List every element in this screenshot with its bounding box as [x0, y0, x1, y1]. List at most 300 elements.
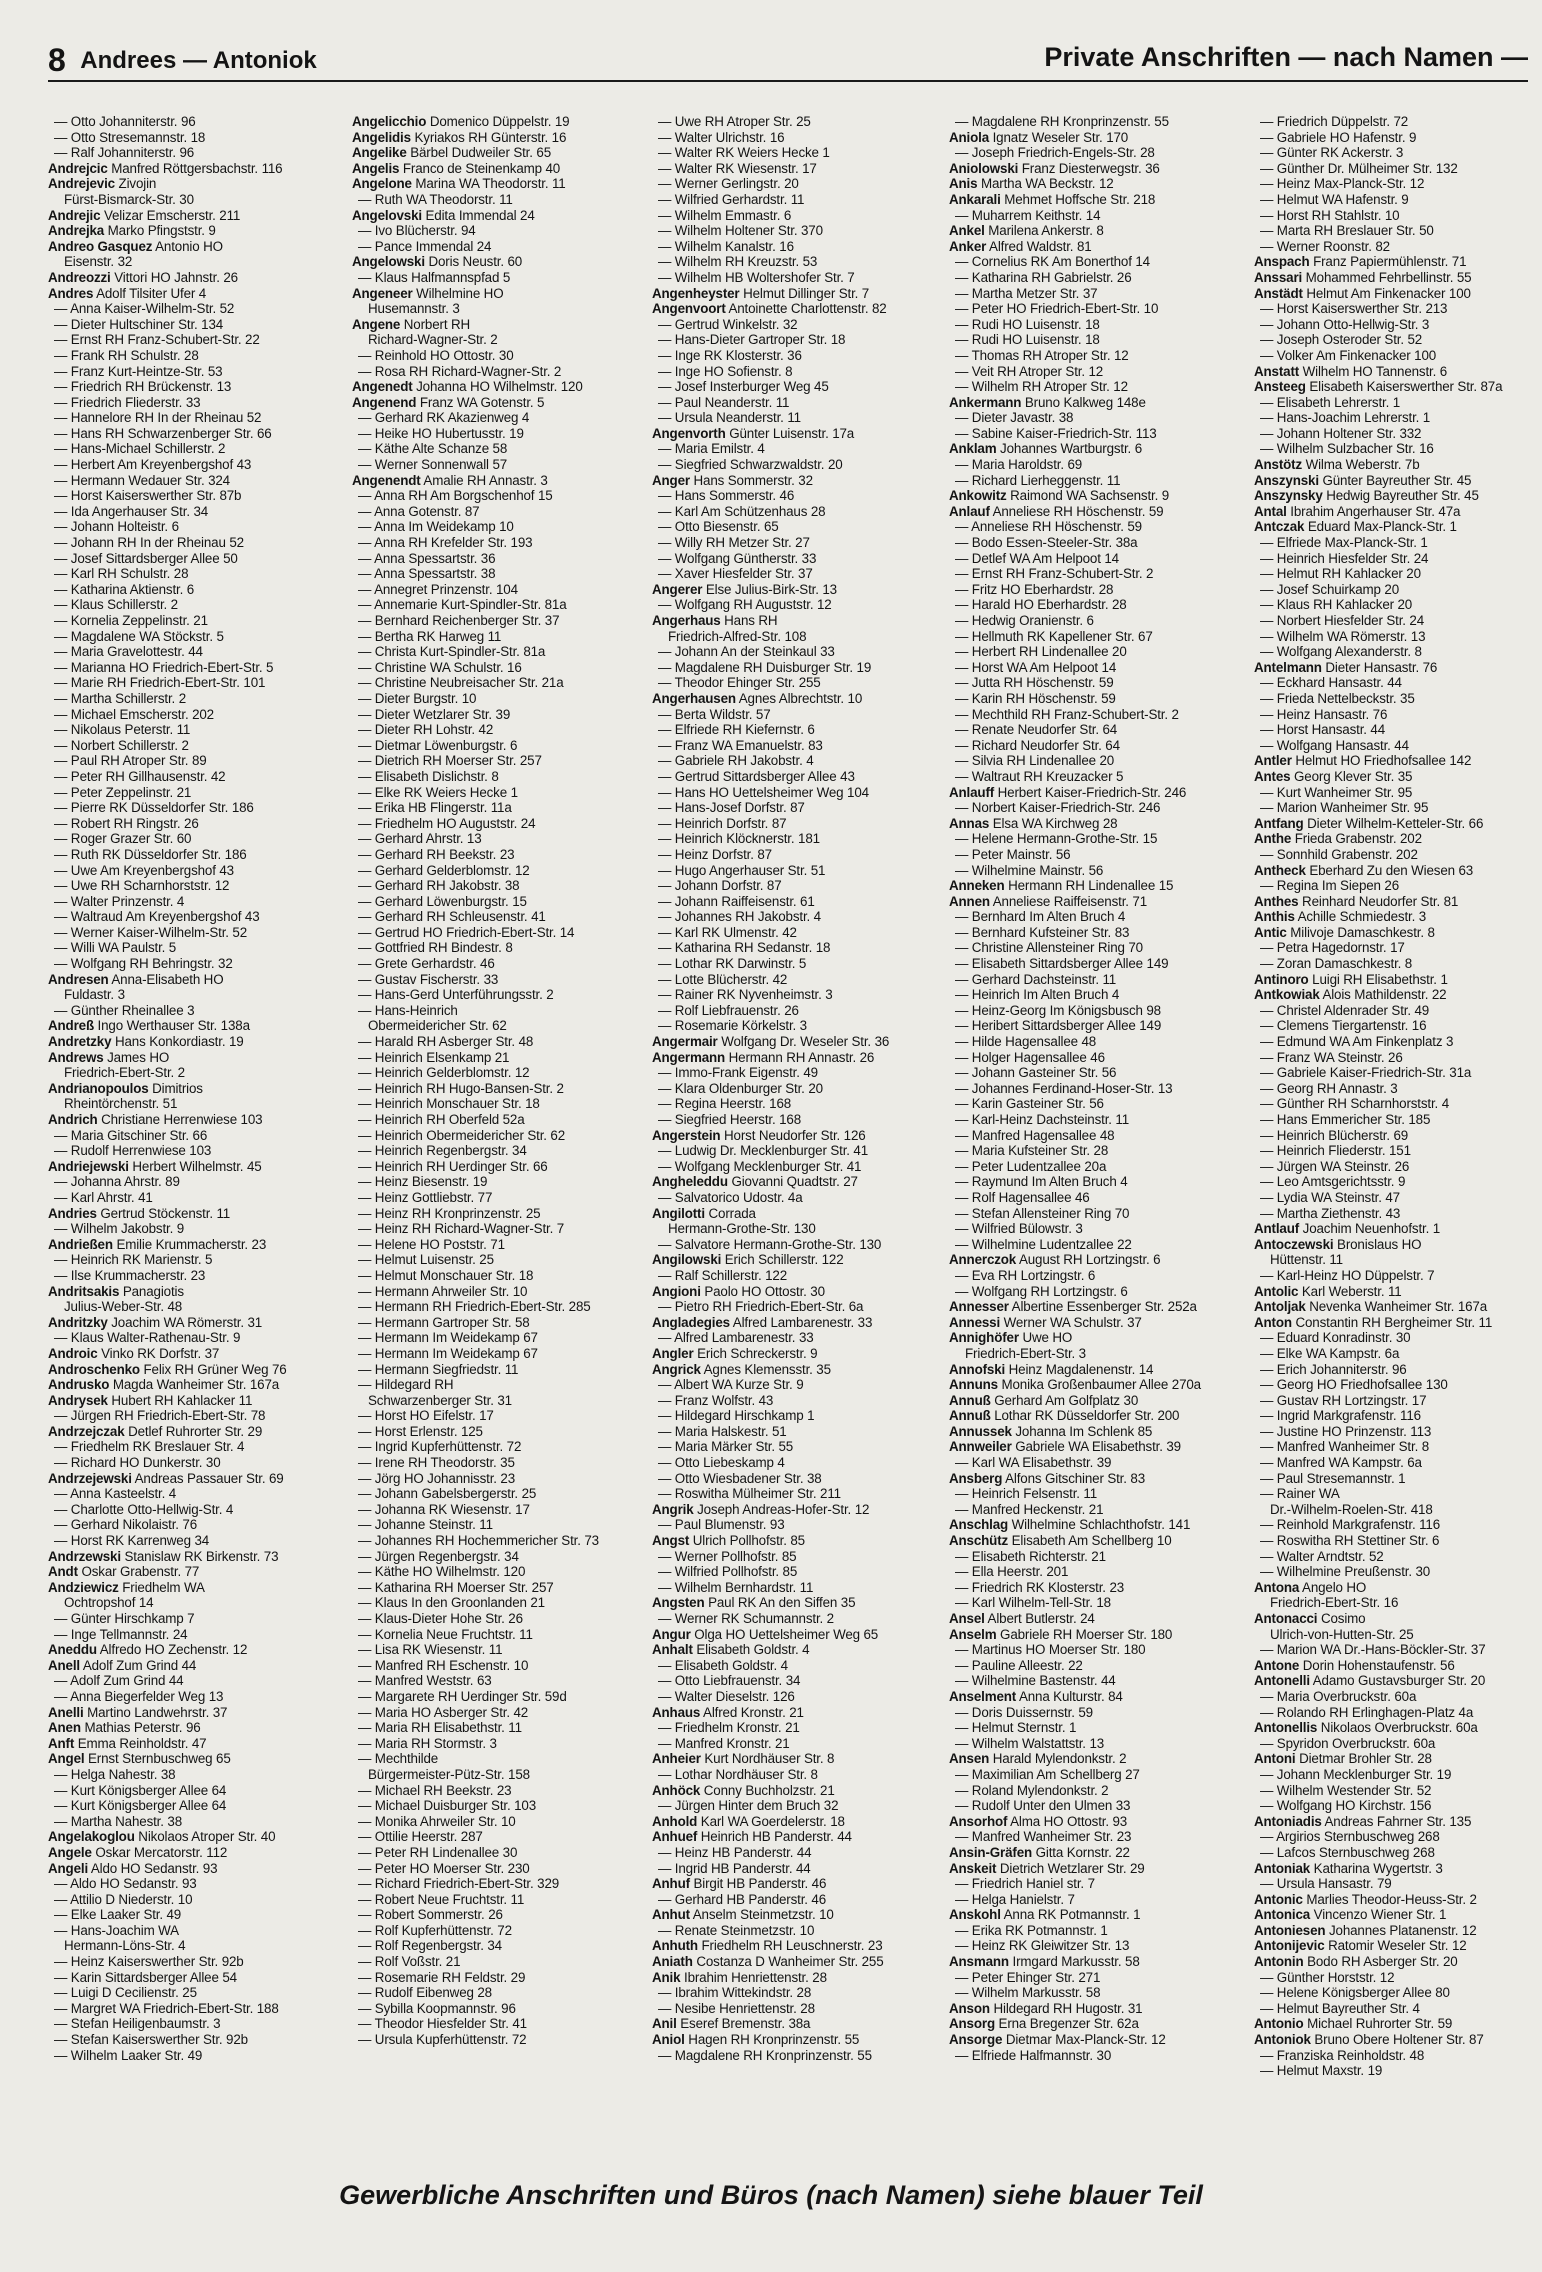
- directory-entry: Annighöfer Uwe HO: [949, 1330, 1073, 1346]
- directory-entry: — Kornelia Neue Fruchtstr. 11: [358, 1626, 533, 1642]
- directory-entry: Anszynsky Hedwig Bayreuther Str. 45: [1254, 488, 1479, 504]
- surname: Annuß: [949, 1392, 991, 1408]
- directory-entry: — Heinrich RH Uerdinger Str. 66: [358, 1158, 548, 1174]
- directory-entry: — Wilhelmine Ludentzallee 22: [955, 1236, 1132, 1252]
- directory-entry: — Otto Liebfrauenstr. 34: [658, 1673, 801, 1689]
- directory-entry: Angrik Joseph Andreas-Hofer-Str. 12: [652, 1501, 870, 1517]
- directory-entry: — Attilio D Niederstr. 10: [54, 1891, 193, 1907]
- directory-entry: — Lotte Blücherstr. 42: [658, 971, 788, 987]
- directory-entry: — Hermann Wedauer Str. 324: [54, 472, 230, 488]
- surname: Ansmann: [949, 1954, 1009, 1970]
- directory-entry: — Gerhard RK Akazienweg 4: [358, 410, 530, 426]
- directory-entry: Obermeidericher Str. 62: [368, 1018, 507, 1034]
- directory-entry: Hermann-Grothe-Str. 130: [668, 1221, 816, 1237]
- directory-entry: — Pauline Alleestr. 22: [955, 1657, 1083, 1673]
- directory-entry: Angene Norbert RH: [352, 316, 471, 332]
- directory-entry: — Eva RH Lortzingstr. 6: [955, 1267, 1096, 1283]
- surname: Angheleddu: [652, 1174, 728, 1190]
- directory-entry: — Werner Sonnenwall 57: [358, 457, 508, 473]
- surname: Angladegies: [652, 1314, 730, 1330]
- directory-entry: — Ida Angerhauser Str. 34: [54, 503, 209, 519]
- directory-entry: — Inge RK Klosterstr. 36: [658, 347, 802, 363]
- directory-entry: — Martha Schillerstr. 2: [54, 690, 186, 706]
- directory-entry: — Gerhard Gelderblomstr. 12: [358, 862, 530, 878]
- directory-entry: — Richard Neudorfer Str. 64: [955, 737, 1120, 753]
- directory-entry: — Wolfgang Mecklenburger Str. 41: [658, 1158, 862, 1174]
- directory-entry: Ansin-Gräfen Gitta Kornstr. 22: [949, 1844, 1130, 1860]
- surname: Ansen: [949, 1751, 990, 1767]
- directory-entry: — Jürgen RH Friedrich-Ebert-Str. 78: [54, 1408, 266, 1424]
- directory-entry: Antlauf Joachim Neuenhofstr. 1: [1254, 1221, 1441, 1237]
- directory-entry: Anhold Karl WA Goerdelerstr. 18: [652, 1813, 845, 1829]
- surname: Anschlag: [949, 1517, 1009, 1533]
- directory-entry: Ankowitz Raimond WA Sachsenstr. 9: [949, 488, 1170, 504]
- directory-entry: Angeli Aldo HO Sedanstr. 93: [48, 1860, 218, 1876]
- directory-entry: — Ralf Schillerstr. 122: [658, 1267, 788, 1283]
- directory-entry: Annas Elsa WA Kirchweg 28: [949, 815, 1118, 831]
- surname: Anheier: [652, 1751, 701, 1767]
- directory-entry: Friedrich-Alfred-Str. 108: [668, 628, 807, 644]
- surname: Angelone: [352, 176, 412, 192]
- directory-entry: — Manfred Wanheimer Str. 8: [1260, 1439, 1430, 1455]
- directory-entry: — Gustav RH Lortzingstr. 17: [1260, 1392, 1427, 1408]
- surname: Anszynski: [1254, 472, 1319, 488]
- directory-entry: — Robert RH Ringstr. 26: [54, 815, 199, 831]
- directory-entry: — Hans-Michael Schillerstr. 2: [54, 441, 226, 457]
- directory-entry: — Annemarie Kurt-Spindler-Str. 81a: [358, 597, 567, 613]
- directory-entry: — Theodor Ehinger Str. 255: [658, 675, 821, 691]
- directory-entry: — Klaus Halfmannspfad 5: [358, 269, 511, 285]
- directory-entry: — Herbert RH Lindenallee 20: [955, 644, 1127, 660]
- directory-entry: — Paul RH Atroper Str. 89: [54, 753, 207, 769]
- directory-entry: — Wilhelm Bernhardstr. 11: [658, 1579, 814, 1595]
- directory-entry: — Maria HO Asberger Str. 42: [358, 1704, 529, 1720]
- directory-entry: Anis Martha WA Beckstr. 12: [949, 176, 1114, 192]
- directory-entry: — Wilhelm WA Römerstr. 13: [1260, 628, 1426, 644]
- directory-entry: — Ursula Neanderstr. 11: [658, 410, 801, 426]
- directory-entry: — Waltraud Am Kreyenbergshof 43: [54, 909, 260, 925]
- directory-entry: — Immo-Frank Eigenstr. 49: [658, 1065, 818, 1081]
- directory-entry: — Ingrid Markgrafenstr. 116: [1260, 1408, 1421, 1424]
- directory-entry: — Günter Hirschkamp 7: [54, 1611, 195, 1626]
- directory-entry: Antonica Vincenzo Wiener Str. 1: [1254, 1907, 1447, 1923]
- directory-entry: Anthe Frieda Grabenstr. 202: [1254, 831, 1422, 847]
- directory-entry: — Rolando RH Erlinghagen-Platz 4a: [1260, 1704, 1474, 1720]
- directory-entry: Rheintörchenstr. 51: [64, 1096, 178, 1112]
- directory-entry: — Uwe RH Scharnhorststr. 12: [54, 878, 230, 894]
- directory-entry: — Magdalene RH Kronprinzenstr. 55: [955, 114, 1169, 129]
- surname: Anhuf: [652, 1876, 690, 1892]
- directory-entry: — Richard Lierheggenstr. 11: [955, 472, 1121, 488]
- directory-entry: — Heinz Hansastr. 76: [1260, 706, 1388, 722]
- directory-entry: Anstatt Wilhelm HO Tannenstr. 6: [1254, 363, 1448, 379]
- surname: Antoczewski: [1254, 1236, 1334, 1252]
- directory-entry: — Kurt Königsberger Allee 64: [54, 1782, 227, 1798]
- directory-entry: — Kornelia Zeppelinstr. 21: [54, 613, 208, 628]
- directory-entry: Annuß Gerhard Am Golfplatz 30: [949, 1392, 1139, 1408]
- directory-entry: — Walter Arndtstr. 52: [1260, 1548, 1384, 1564]
- directory-entry: Andrzejewski Andreas Passauer Str. 69: [48, 1470, 284, 1486]
- surname: Antczak: [1254, 519, 1305, 535]
- directory-entry: — Wolfgang Alexanderstr. 8: [1260, 644, 1422, 660]
- directory-entry: — Heinrich Gelderblomstr. 12: [358, 1065, 530, 1081]
- directory-entry: — Gerhard Ahrstr. 13: [358, 831, 482, 847]
- directory-entry: — Franziska Reinholdstr. 48: [1260, 2047, 1425, 2063]
- surname: Anskohl: [949, 1907, 1001, 1923]
- directory-entry: — Georg HO Friedhofsallee 130: [1260, 1377, 1448, 1393]
- directory-entry: — Detlef WA Am Helpoot 14: [955, 550, 1119, 566]
- directory-entry: — Johann Gasteiner Str. 56: [955, 1065, 1117, 1081]
- directory-entry: Fürst-Bismarck-Str. 30: [64, 191, 194, 207]
- surname: Andresen: [48, 971, 109, 987]
- surname: Anhuth: [652, 1938, 698, 1954]
- directory-entry: Androic Vinko RK Dorfstr. 37: [48, 1345, 220, 1361]
- directory-entry: Husemannstr. 3: [368, 301, 460, 317]
- directory-entry: — Walter Dieselstr. 126: [658, 1688, 795, 1704]
- surname: Ansel: [949, 1611, 985, 1626]
- directory-entry: — Zoran Damaschkestr. 8: [1260, 956, 1413, 972]
- directory-entry: Ansmann Irmgard Markusstr. 58: [949, 1954, 1140, 1970]
- directory-entry: — Helene HO Poststr. 71: [358, 1236, 505, 1252]
- directory-entry: — Werner Roonstr. 82: [1260, 238, 1390, 254]
- directory-entry: — Heinrich Hiesfelder Str. 24: [1260, 550, 1429, 566]
- directory-entry: — Heinrich Obermeidericher Str. 62: [358, 1127, 565, 1143]
- directory-entry: — Magdalene RH Duisburger Str. 19: [658, 659, 872, 675]
- surname: Antoniesen: [1254, 1922, 1326, 1938]
- directory-entry: — Katharina RH Gabrielstr. 26: [955, 269, 1132, 285]
- surname: Annighöfer: [949, 1330, 1019, 1346]
- directory-entry: Angst Ulrich Pollhofstr. 85: [652, 1533, 805, 1549]
- surname: Antoniak: [1254, 1860, 1311, 1876]
- directory-entry: — Annegret Prinzenstr. 104: [358, 581, 518, 597]
- directory-entry: Ansteeg Elisabeth Kaiserswerther Str. 87a: [1254, 379, 1503, 395]
- directory-entry: — Rosa RH Richard-Wagner-Str. 2: [358, 363, 562, 379]
- directory-entry: — Argirios Sternbuschweg 268: [1260, 1829, 1440, 1845]
- surname: Antal: [1254, 503, 1287, 519]
- directory-entry: Antona Angelo HO: [1254, 1579, 1367, 1595]
- directory-entry: — Stefan Kaiserswerther Str. 92b: [54, 2032, 248, 2048]
- directory-entry: — Horst Kaiserswerther Str. 213: [1260, 301, 1448, 317]
- directory-entry: — Horst RH Stahlstr. 10: [1260, 207, 1400, 223]
- directory-entry: — Walter Ulrichstr. 16: [658, 129, 785, 145]
- directory-entry: — Luigi D Cecilienstr. 25: [54, 1985, 197, 2001]
- directory-entry: Angerhaus Hans RH: [652, 613, 778, 628]
- directory-entry: Annessi Werner WA Schulstr. 37: [949, 1314, 1142, 1330]
- directory-entry: — Otto Johanniterstr. 96: [54, 114, 196, 129]
- surname: Angelowski: [352, 254, 425, 270]
- directory-entry: — Aldo HO Sedanstr. 93: [54, 1876, 197, 1892]
- surname: Anelli: [48, 1704, 84, 1720]
- directory-entry: Angermann Hermann RH Annastr. 26: [652, 1049, 875, 1065]
- directory-entry: — Otto Liebeskamp 4: [658, 1455, 785, 1471]
- directory-entry: Andretzky Hans Konkordiastr. 19: [48, 1034, 244, 1050]
- surname: Anhöck: [652, 1782, 701, 1798]
- directory-entry: — Heinrich RH Oberfeld 52a: [358, 1112, 525, 1127]
- surname: Ansorge: [949, 2032, 1003, 2048]
- directory-entry: — Anna RH Am Borgschenhof 15: [358, 488, 553, 504]
- directory-entry: Anlauf Anneliese RH Höschenstr. 59: [949, 503, 1164, 519]
- directory-entry: Angheleddu Giovanni Quadtstr. 27: [652, 1174, 858, 1190]
- surname: Antes: [1254, 768, 1291, 784]
- directory-entry: Anszynski Günter Bayreuther Str. 45: [1254, 472, 1472, 488]
- directory-entry: — Doris Duissernstr. 59: [955, 1704, 1093, 1720]
- surname: Angerstein: [652, 1127, 721, 1143]
- surname: Anspach: [1254, 254, 1310, 270]
- directory-entry: Anheier Kurt Nordhäuser Str. 8: [652, 1751, 835, 1767]
- surname: Antkowiak: [1254, 987, 1320, 1003]
- directory-entry: — Walter Prinzenstr. 4: [54, 893, 185, 909]
- surname: Angelidis: [352, 129, 411, 145]
- directory-entry: — Heinz RH Kronprinzenstr. 25: [358, 1205, 541, 1221]
- directory-entry: — Horst WA Am Helpoot 14: [955, 659, 1117, 675]
- surname: Antoni: [1254, 1751, 1296, 1767]
- directory-entry: — Johanna RK Wiesenstr. 17: [358, 1501, 530, 1517]
- directory-entry: Anskohl Anna RK Potmannstr. 1: [949, 1907, 1141, 1923]
- surname: Angilowski: [652, 1252, 722, 1268]
- directory-entry: — Roswitha RH Stettiner Str. 6: [1260, 1533, 1440, 1549]
- directory-entry: Anstötz Wilma Weberstr. 7b: [1254, 457, 1420, 473]
- directory-entry: — Elke WA Kampstr. 6a: [1260, 1345, 1400, 1361]
- directory-entry: — Christine Neubreisacher Str. 21a: [358, 675, 564, 691]
- directory-entry: — Friedrich Fliederstr. 33: [54, 394, 201, 410]
- directory-entry: — Renate Steinmetzstr. 10: [658, 1922, 815, 1938]
- surname: Anthe: [1254, 831, 1292, 847]
- surname: Angerhaus: [652, 613, 721, 628]
- directory-entry: Antoniok Bruno Obere Holtener Str. 87: [1254, 2032, 1484, 2048]
- directory-entry: — Marie RH Friedrich-Ebert-Str. 101: [54, 675, 266, 691]
- directory-entry: — Charlotte Otto-Hellwig-Str. 4: [54, 1501, 234, 1517]
- directory-entry: — Katharina Aktienstr. 6: [54, 581, 195, 597]
- directory-entry: Andritzky Joachim WA Römerstr. 31: [48, 1314, 263, 1330]
- directory-entry: — Rolf Regenbergstr. 34: [358, 1938, 502, 1954]
- directory-entry: — Maria Kufsteiner Str. 28: [955, 1143, 1109, 1159]
- directory-entry: — Anna Kaiser-Wilhelm-Str. 52: [54, 301, 235, 317]
- directory-entry: — Holger Hagensallee 46: [955, 1049, 1105, 1065]
- directory-entry: Angenendt Amalie RH Annastr. 3: [352, 472, 548, 488]
- surname: Angrik: [652, 1501, 694, 1517]
- directory-entry: Antonin Bodo RH Asberger Str. 20: [1254, 1954, 1458, 1970]
- directory-entry: — Magdalene RH Kronprinzenstr. 55: [658, 2047, 872, 2063]
- directory-entry: Andritsakis Panagiotis: [48, 1283, 184, 1299]
- directory-entry: Ankermann Bruno Kalkweg 148e: [949, 394, 1146, 410]
- directory-entry: — Gabriele HO Hafenstr. 9: [1260, 129, 1417, 145]
- directory-entry: — Anna Im Weidekamp 10: [358, 519, 514, 535]
- directory-entry: — Elfriede Halfmannstr. 30: [955, 2047, 1112, 2063]
- directory-entry: — Franz Kurt-Heintze-Str. 53: [54, 363, 223, 379]
- surname: Antheck: [1254, 862, 1306, 878]
- surname: Anstötz: [1254, 457, 1303, 473]
- page-header: [48, 40, 1528, 82]
- directory-entry: Andries Gertrud Stöckenstr. 11: [48, 1205, 231, 1221]
- directory-entry: — Maria Gitschiner Str. 66: [54, 1127, 208, 1143]
- directory-entry: Antoljak Nevenka Wanheimer Str. 167a: [1254, 1299, 1488, 1315]
- surname: Anssari: [1254, 269, 1303, 285]
- directory-entry: Friedrich-Ebert-Str. 16: [1270, 1595, 1399, 1611]
- directory-entry: Andreo Gasquez Antonio HO: [48, 238, 223, 254]
- directory-entry: — Harald HO Eberhardstr. 28: [955, 597, 1127, 613]
- directory-entry: — Johann Raiffeisenstr. 61: [658, 893, 815, 909]
- directory-entry: — Dietmar Löwenburgstr. 6: [358, 737, 518, 753]
- directory-entry: — Volker Am Finkenacker 100: [1260, 347, 1437, 363]
- directory-entry: Andrejcic Manfred Röttgersbachstr. 116: [48, 160, 283, 176]
- directory-entry: — Reinhold Markgrafenstr. 116: [1260, 1517, 1440, 1533]
- surname: Angelis: [352, 160, 400, 176]
- directory-entry: — Karin Sittardsberger Allee 54: [54, 1969, 237, 1985]
- directory-entry: Anhöck Conny Buchholzstr. 21: [652, 1782, 835, 1798]
- directory-entry: Andrews James HO: [48, 1049, 170, 1065]
- directory-entry: — Wolfgang Güntherstr. 33: [658, 550, 817, 566]
- directory-entry: — Renate Neudorfer Str. 64: [955, 722, 1118, 738]
- directory-entry: Andrejka Marko Pfingststr. 9: [48, 223, 216, 239]
- footer-note: Gewerbliche Anschriften und Büros (nach Namen) siehe blauer Teil: [339, 2180, 1203, 2210]
- directory-entry: — Johanna Ahrstr. 89: [54, 1174, 180, 1190]
- directory-entry: — Maria Gravelottestr. 44: [54, 644, 203, 660]
- directory-entry: Antoniesen Johannes Platanenstr. 12: [1254, 1922, 1477, 1938]
- surname: Anhut: [652, 1907, 690, 1923]
- directory-entry: — Karl RK Ulmenstr. 42: [658, 924, 797, 940]
- directory-entry: — Gerhard RH Beekstr. 23: [358, 846, 515, 862]
- surname: Ansberg: [949, 1470, 1003, 1486]
- directory-entry: — Norbert Schillerstr. 2: [54, 737, 189, 753]
- directory-entry: — Gerhard Nikolaistr. 76: [54, 1517, 198, 1533]
- directory-entry: — Gabriele Kaiser-Friedrich-Str. 31a: [1260, 1065, 1472, 1081]
- directory-entry: — Gertrud Sittardsberger Allee 43: [658, 768, 855, 784]
- directory-entry: Anschlag Wilhelmine Schlachthofstr. 141: [949, 1517, 1191, 1533]
- directory-entry: — Nikolaus Peterstr. 11: [54, 722, 191, 738]
- directory-entry: — Günther Rheinallee 3: [54, 1002, 195, 1018]
- directory-entry: — Käthe HO Wilhelmstr. 120: [358, 1564, 526, 1580]
- directory-entry: — Hellmuth RK Kapellener Str. 67: [955, 628, 1153, 644]
- directory-entry: — Heinz RH Richard-Wagner-Str. 7: [358, 1221, 565, 1237]
- directory-entry: Anselment Anna Kulturstr. 84: [949, 1688, 1123, 1704]
- directory-entry: — Adolf Zum Grind 44: [54, 1673, 184, 1689]
- directory-entry: — Ursula Kupferhüttenstr. 72: [358, 2032, 527, 2048]
- directory-entry: — Mechthild RH Franz-Schubert-Str. 2: [955, 706, 1179, 722]
- directory-entry: — Nesibe Henriettenstr. 28: [658, 2000, 815, 2016]
- directory-entry: — Walter RK Wiesenstr. 17: [658, 160, 817, 176]
- directory-entry: — Pierre RK Düsseldorfer Str. 186: [54, 800, 254, 816]
- directory-entry: — Wilhelm Kanalstr. 16: [658, 238, 794, 254]
- directory-entry: Antoniadis Andreas Fahrner Str. 135: [1254, 1813, 1472, 1829]
- directory-entry: Antheck Eberhard Zu den Wiesen 63: [1254, 862, 1474, 878]
- directory-entry: — Katharina RH Sedanstr. 18: [658, 940, 831, 956]
- directory-entry: Angur Olga HO Uettelsheimer Weg 65: [652, 1626, 879, 1642]
- directory-entry: — Albert WA Kurze Str. 9: [658, 1377, 804, 1393]
- directory-entry: — Ottilie Heerstr. 287: [358, 1829, 483, 1845]
- directory-entry: Anhaus Alfred Kronstr. 21: [652, 1704, 804, 1720]
- directory-entry: Antonelli Adamo Gustavsburger Str. 20: [1254, 1673, 1486, 1689]
- directory-entry: — Anna Biegerfelder Weg 13: [54, 1688, 224, 1704]
- directory-entry: — Friedrich Düppelstr. 72: [1260, 114, 1409, 129]
- surname: Angerhausen: [652, 690, 736, 706]
- directory-entry: — Helene Königsberger Allee 80: [1260, 1985, 1450, 2001]
- directory-entry: — Edmund WA Am Finkenplatz 3: [1260, 1034, 1454, 1050]
- directory-entry: — Gerhard HB Panderstr. 46: [658, 1891, 827, 1907]
- surname: Angelakoglou: [48, 1829, 135, 1845]
- directory-entry: — Manfred Wanheimer Str. 23: [955, 1829, 1132, 1845]
- surname: Anik: [652, 1969, 681, 1985]
- directory-entry: Ansen Harald Mylendonkstr. 2: [949, 1751, 1127, 1767]
- directory-entry: Antonellis Nikolaos Overbruckstr. 60a: [1254, 1720, 1478, 1736]
- directory-entry: — Ernst RH Franz-Schubert-Str. 2: [955, 566, 1154, 582]
- directory-entry: — Helmut Maxstr. 19: [1260, 2063, 1383, 2079]
- directory-entry: Aniola Ignatz Weseler Str. 170: [949, 129, 1129, 145]
- directory-entry: Angel Ernst Sternbuschweg 65: [48, 1751, 231, 1767]
- directory-entry: — Martha Nahestr. 38: [54, 1813, 182, 1829]
- directory-entry: Anelli Martino Landwehrstr. 37: [48, 1704, 228, 1720]
- directory-entry: Annweiler Gabriele WA Elisabethstr. 39: [949, 1439, 1181, 1455]
- directory-entry: Andrianopoulos Dimitrios: [48, 1080, 203, 1096]
- directory-entry: Anker Alfred Waldstr. 81: [949, 238, 1092, 254]
- surname: Ankarali: [949, 191, 1001, 207]
- directory-entry: — Justine HO Prinzenstr. 113: [1260, 1423, 1432, 1439]
- directory-entry: — Spyridon Overbruckstr. 60a: [1260, 1735, 1436, 1751]
- directory-entry: Anthis Achille Schmiedestr. 3: [1254, 909, 1427, 925]
- directory-entry: — Johann Mecklenburger Str. 19: [1260, 1766, 1452, 1782]
- directory-entry: Antoni Dietmar Brohler Str. 28: [1254, 1751, 1432, 1767]
- directory-entry: — Josef Insterburger Weg 45: [658, 379, 829, 395]
- directory-entry: Anhalt Elisabeth Goldstr. 4: [652, 1642, 810, 1658]
- directory-entry: — Lafcos Sternbuschweg 268: [1260, 1844, 1435, 1860]
- directory-entry: — Ibrahim Wittekindstr. 28: [658, 1985, 812, 2001]
- surname: Andres: [48, 285, 94, 301]
- surname: Antonica: [1254, 1907, 1311, 1923]
- surname: Andrejic: [48, 207, 101, 223]
- directory-entry: — Christa Kurt-Spindler-Str. 81a: [358, 644, 546, 660]
- directory-entry: — Hildegard Hirschkamp 1: [658, 1408, 815, 1424]
- directory-entry: — Wilhelm Markusstr. 58: [955, 1985, 1101, 2001]
- directory-entry: — Peter RH Lindenallee 30: [358, 1844, 518, 1860]
- surname: Aniolowski: [949, 160, 1019, 176]
- directory-entry: — Peter HO Friedrich-Ebert-Str. 10: [955, 301, 1159, 317]
- surname: Andt: [48, 1564, 78, 1580]
- surname: Anhold: [652, 1813, 698, 1829]
- directory-entry: Angladegies Alfred Lambarenestr. 33: [652, 1314, 873, 1330]
- directory-entry: Andrießen Emilie Krummacherstr. 23: [48, 1236, 267, 1252]
- directory-entry: — Heinz Max-Planck-Str. 12: [1260, 176, 1425, 192]
- directory-entry: — Klara Oldenburger Str. 20: [658, 1080, 823, 1096]
- directory-entry: — Regina Heerstr. 168: [658, 1096, 792, 1112]
- directory-entry: Angerer Else Julius-Birk-Str. 13: [652, 581, 837, 597]
- surname: Antone: [1254, 1657, 1300, 1673]
- directory-entry: — Karl WA Elisabethstr. 39: [955, 1455, 1112, 1471]
- directory-entry: Anssari Mohammed Fehrbellinstr. 55: [1254, 269, 1472, 285]
- directory-entry: — Inge Tellmannstr. 24: [54, 1626, 188, 1642]
- directory-entry: — Klaus-Dieter Hohe Str. 26: [358, 1611, 523, 1626]
- directory-entry: — Cornelius RK Am Bonerthof 14: [955, 254, 1150, 270]
- surname: Aniath: [652, 1954, 693, 1970]
- surname: Antolic: [1254, 1283, 1299, 1299]
- directory-entry: — Paul Neanderstr. 11: [658, 394, 790, 410]
- directory-entry: — Karl-Heinz Dachsteinstr. 11: [955, 1112, 1130, 1127]
- directory-entry: — Erika RK Potmannstr. 1: [955, 1922, 1108, 1938]
- surname: Andrießen: [48, 1236, 113, 1252]
- directory-column-5: [1254, 114, 1542, 2144]
- surname: Anhaus: [652, 1704, 701, 1720]
- directory-entry: — Werner Pollhofstr. 85: [658, 1548, 797, 1564]
- surname: Anlauff: [949, 784, 995, 800]
- directory-entry: — Hildegard RH: [358, 1377, 454, 1393]
- directory-entry: — Marianna HO Friedrich-Ebert-Str. 5: [54, 659, 274, 675]
- directory-entry: Antes Georg Klever Str. 35: [1254, 768, 1413, 784]
- directory-entry: Anil Eseref Bremenstr. 38a: [652, 2016, 811, 2032]
- directory-entry: — Pietro RH Friedrich-Ebert-Str. 6a: [658, 1299, 864, 1315]
- directory-entry: Angrick Agnes Klemensstr. 35: [652, 1361, 831, 1377]
- directory-entry: — Ingrid HB Panderstr. 44: [658, 1860, 811, 1876]
- directory-entry: Annussek Johanna Im Schlenk 85: [949, 1423, 1153, 1439]
- directory-entry: — Maria Emilstr. 4: [658, 441, 765, 457]
- directory-entry: — Ivo Blücherstr. 94: [358, 223, 476, 239]
